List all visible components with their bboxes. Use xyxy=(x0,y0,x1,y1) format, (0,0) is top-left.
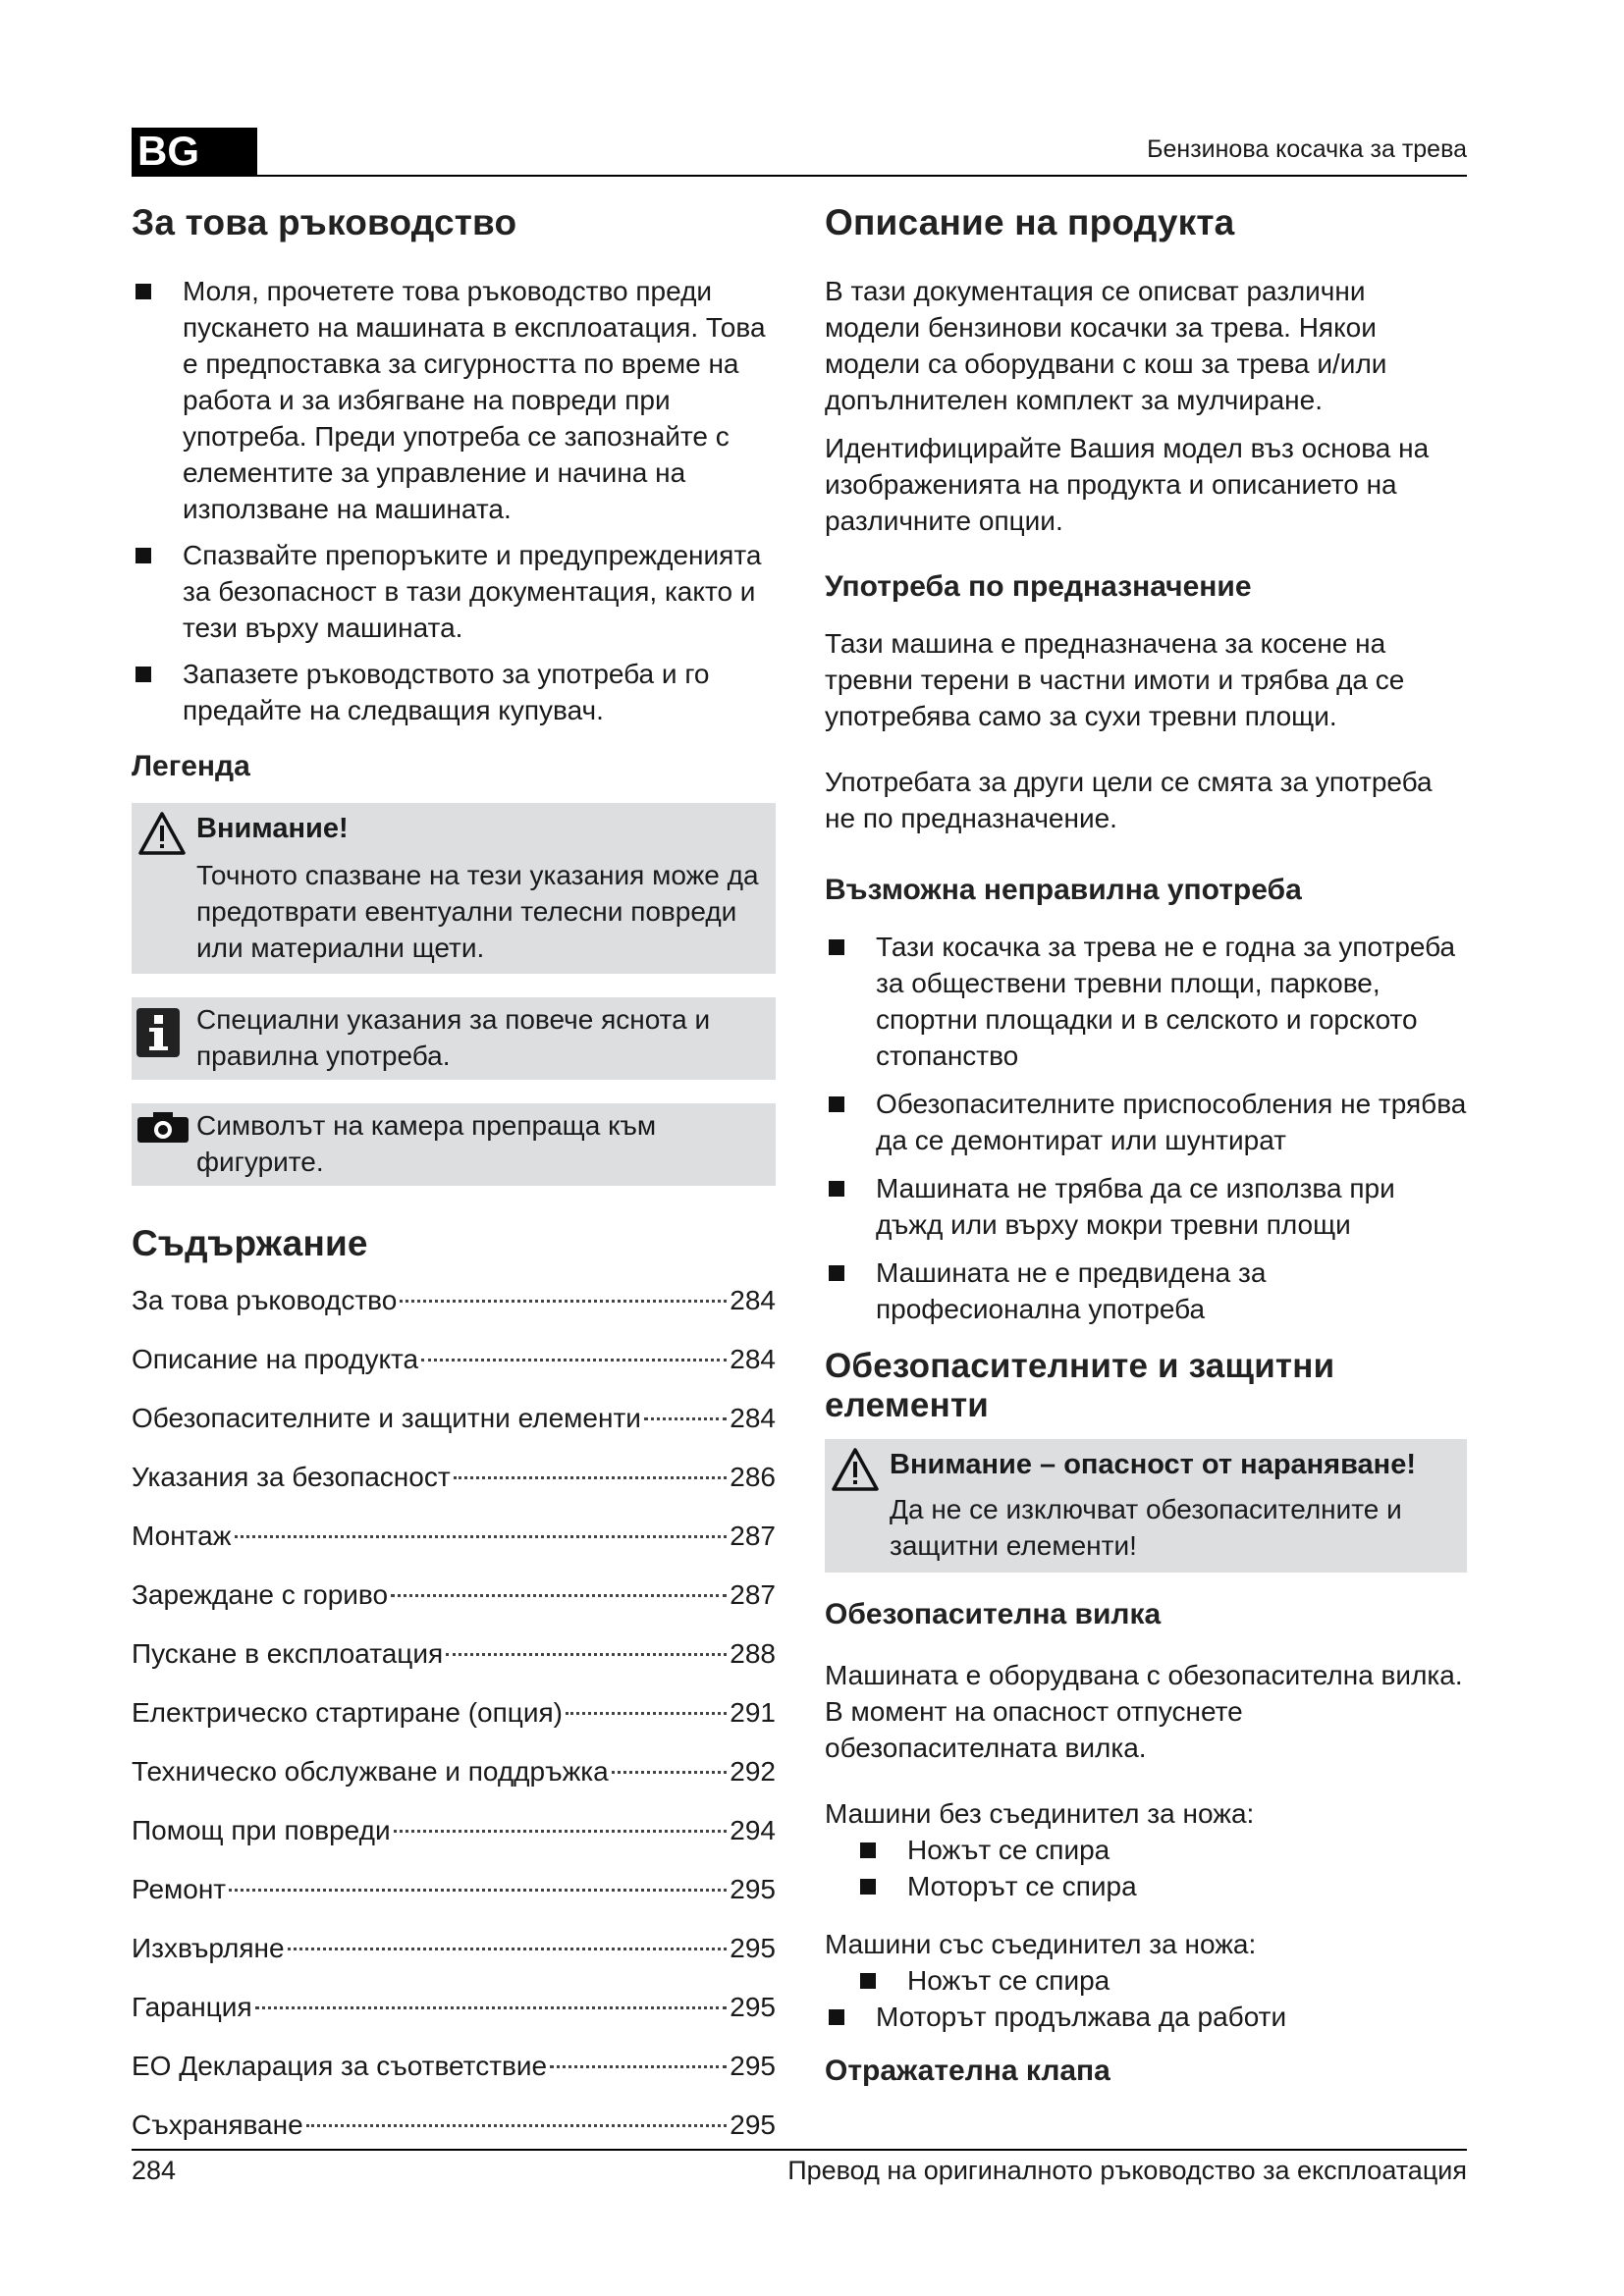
safety-heading: Обезопасителните и защитни елементи xyxy=(825,1347,1335,1424)
legend-warning-box xyxy=(132,803,776,974)
list-item: Моля, прочетете това ръководство преди пускането на машината в експлоатация. Това е предпоставка за сигурността по време на работа и за избягване на повреди при употреба. Преди употреба се запознайте с елементите за управление и начина на използване на машината. xyxy=(132,273,776,527)
bail-paragraph: Машината е оборудвана с обезопасителна вилка. В момент на опасност отпуснете обезопасителната вилка. xyxy=(825,1660,1463,1763)
legend-camera-box xyxy=(132,1103,776,1186)
legend-heading: Легенда xyxy=(132,750,250,782)
square-bullet-icon xyxy=(135,284,151,299)
header-rule xyxy=(132,175,1467,177)
square-bullet-icon xyxy=(860,1842,876,1858)
toc-entry[interactable]: Зареждане с гориво 287 xyxy=(132,1579,776,1610)
warning-body: Да не се изключват обезопасителните и защитни елементи! xyxy=(890,1494,1402,1561)
toc-entry[interactable]: Обезопасителните и защитни елементи 284 xyxy=(132,1403,776,1433)
warning-triangle-icon xyxy=(831,1447,880,1492)
square-bullet-icon xyxy=(135,548,151,563)
list-item: Запазете ръководството за употреба и го предайте на следващия купувач. xyxy=(132,656,776,728)
safety-warning-box xyxy=(825,1439,1467,1573)
info-body: Специални указания за повече яснота и правилна употреба. xyxy=(196,1004,711,1071)
toc-entry[interactable]: Пускане в експлоатация 288 xyxy=(132,1638,776,1669)
square-bullet-icon xyxy=(860,1879,876,1895)
toc-entry[interactable]: Електрическо стартиране (опция) 291 xyxy=(132,1697,776,1728)
right-column xyxy=(825,196,1467,2088)
list-item: Спазвайте препоръките и предупрежденията за безопасност в тази документация, както и тези върху машината. xyxy=(132,537,776,646)
square-bullet-icon xyxy=(829,2009,844,2025)
footer-rule xyxy=(132,2149,1467,2151)
about-heading: За това ръководство xyxy=(132,202,517,242)
square-bullet-icon xyxy=(829,939,844,955)
toc-entry[interactable]: Описание на продукта 284 xyxy=(132,1344,776,1374)
toc-entry[interactable]: Помощ при повреди 294 xyxy=(132,1815,776,1845)
page-number: 284 xyxy=(132,2156,177,2185)
warning-title: Внимание – опасност от нараняване! xyxy=(890,1449,1416,1480)
info-icon xyxy=(135,1007,181,1058)
misuse-heading: Възможна неправилна употреба xyxy=(825,874,1302,906)
misuse-list xyxy=(825,929,1467,1327)
intended-use-heading: Употреба по предназначение xyxy=(825,570,1252,603)
toc-entry[interactable]: Техническо обслужване и поддръжка 292 xyxy=(132,1756,776,1787)
intended-use-paragraph: Тази машина е предназначена за косене на тревни терени в частни имоти и трябва да се употребява само за сухи тревни площи. xyxy=(825,628,1405,731)
list-item: Обезопасителните приспособления не трябва да се демонтират или шунтират xyxy=(825,1086,1467,1158)
square-bullet-icon xyxy=(135,667,151,682)
header-title: Бензинова косачка за трева xyxy=(1147,135,1467,163)
clutch-list-2 xyxy=(825,1999,1467,2035)
square-bullet-icon xyxy=(829,1096,844,1112)
product-paragraph: Идентифицирайте Вашия модел въз основа на изображенията на продукта и описанието на различните опции. xyxy=(825,433,1430,536)
toc-entry[interactable]: Монтаж 287 xyxy=(132,1521,776,1551)
list-item: Машината не е предвидена за професионална употреба xyxy=(825,1255,1467,1327)
list-item: Ножът се спира xyxy=(825,1832,1467,1868)
camera-body: Символът на камера препраща към фигурите. xyxy=(196,1110,657,1177)
toc-entry[interactable]: ЕО Декларация за съответствие 295 xyxy=(132,2051,776,2081)
square-bullet-icon xyxy=(829,1265,844,1281)
warning-triangle-icon xyxy=(137,811,187,856)
toc-entry[interactable]: Гаранция 295 xyxy=(132,1992,776,2022)
intended-use-paragraph: Употребата за други цели се смята за употреба не по предназначение. xyxy=(825,767,1433,833)
table-of-contents xyxy=(132,1282,776,2165)
language-badge: BG xyxy=(132,128,257,175)
left-column xyxy=(132,196,776,2165)
toc-entry[interactable]: За това ръководство 284 xyxy=(132,1285,776,1315)
warning-title: Внимание! xyxy=(196,813,349,844)
footer-text: Превод на оригиналното ръководство за експлоатация xyxy=(787,2156,1467,2185)
toc-heading: Съдържание xyxy=(132,1223,368,1263)
product-paragraph: В тази документация се описват различни модели бензинови косачки за трева. Някои модели са оборудвани с кош за трева и/или допълнителен комплект за мулчиране. xyxy=(825,276,1387,415)
camera-icon xyxy=(135,1111,190,1145)
toc-entry[interactable]: Ремонт 295 xyxy=(132,1874,776,1904)
clutch-label: Машини със съединител за ножа: xyxy=(825,1929,1257,1959)
list-item: Моторът се спира xyxy=(825,1868,1467,1904)
bail-heading: Обезопасителна вилка xyxy=(825,1598,1162,1630)
list-item: Машината не трябва да се използва при дъжд или върху мокри тревни площи xyxy=(825,1170,1467,1243)
toc-entry[interactable]: Изхвърляне 295 xyxy=(132,1933,776,1963)
square-bullet-icon xyxy=(860,1973,876,1989)
product-heading: Описание на продукта xyxy=(825,202,1235,242)
toc-entry[interactable]: Указания за безопасност 286 xyxy=(132,1462,776,1492)
no-clutch-list xyxy=(825,1832,1467,1904)
list-item: Тази косачка за трева не е годна за употреба за обществени тревни площи, паркове, спортни площадки и в селското и горското стопанство xyxy=(825,929,1467,1074)
warning-body: Точното спазване на тези указания може да предотврати евентуални телесни повреди или материални щети. xyxy=(196,860,759,963)
flap-heading: Отражателна клапа xyxy=(825,2055,1110,2087)
square-bullet-icon xyxy=(829,1181,844,1197)
clutch-list xyxy=(825,1962,1467,1999)
about-list xyxy=(132,273,776,728)
list-item: Моторът продължава да работи xyxy=(825,1999,1467,2035)
list-item: Ножът се спира xyxy=(825,1962,1467,1999)
no-clutch-label: Машини без съединител за ножа: xyxy=(825,1798,1255,1829)
toc-entry[interactable]: Съхраняване 295 xyxy=(132,2109,776,2140)
legend-info-box xyxy=(132,997,776,1080)
